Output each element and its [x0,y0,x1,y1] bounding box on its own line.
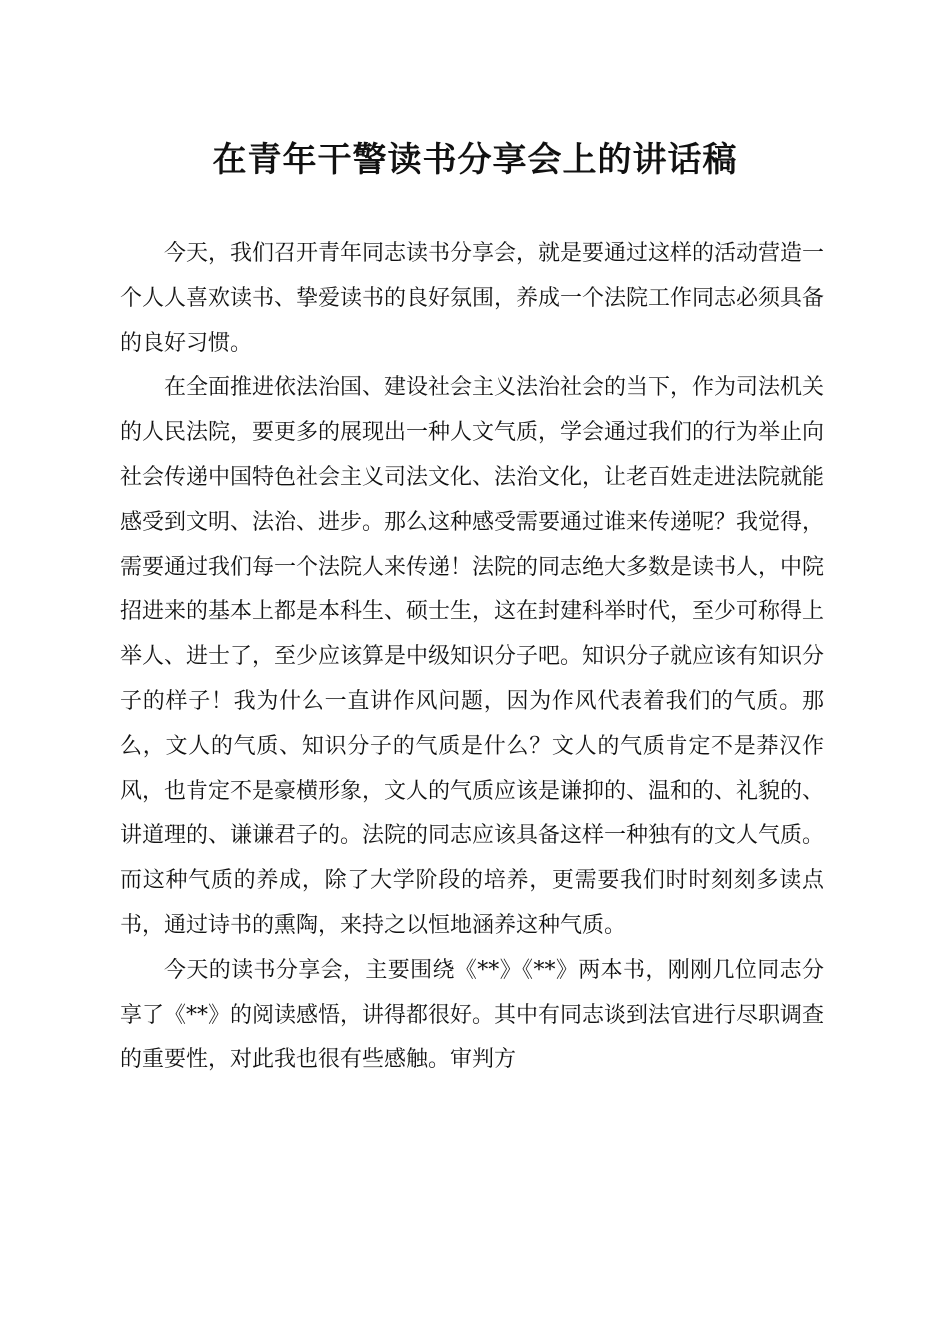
document-title: 在青年干警读书分享会上的讲话稿 [212,140,738,180]
document-body [120,232,824,1083]
paragraph-opening: 今天，我们召开青年同志读书分享会，就是要通过这样的活动营造一个人人喜欢读书、挚爱读书的良好氛围，养成一个法院工作同志必须具备的良好习惯。 [120,241,825,356]
paragraph-cultural-temperament: 在全面推进依法治国、建设社会主义法治社会的当下，作为司法机关的人民法院，要更多的展现出一种人文气质，学会通过我们的行为举止向社会传递中国特色社会主义司法文化、法治文化，让老百姓走进法院就能感受到文明、法治、进步。那么这种感受需要通过谁来传递呢？我觉得，需要通过我们每一个法院人来传递！法院的同志绝大多数是读书人，中院招进来的基本上都是本科生、硕士生，这在封建科举时代，至少可称得上举人、进士了，至少应该算是中级知识分子吧。知识分子就应该有知识分子的样子！我为什么一直讲作风问题，因为作风代表着我们的气质。那么，文人的气质、知识分子的气质是什么？文人的气质肯定不是莽汉作风，也肯定不是豪横形象，文人的气质应该是谦抑的、温和的、礼貌的、讲道理的、谦谦君子的。法院的同志应该具备这样一种独有的文人气质。而这种气质的养成，除了大学阶段的培养，更需要我们时时刻刻多读点书，通过诗书的熏陶，来持之以恒地涵养这种气质。 [120,375,825,938]
paragraph-reading-session: 今天的读书分享会，主要围绕《**》《**》两本书，刚刚几位同志分享了《**》的阅读感悟，讲得都很好。其中有同志谈到法官进行尽职调查的重要性，对此我也很有些感触。审判方 [120,957,825,1073]
